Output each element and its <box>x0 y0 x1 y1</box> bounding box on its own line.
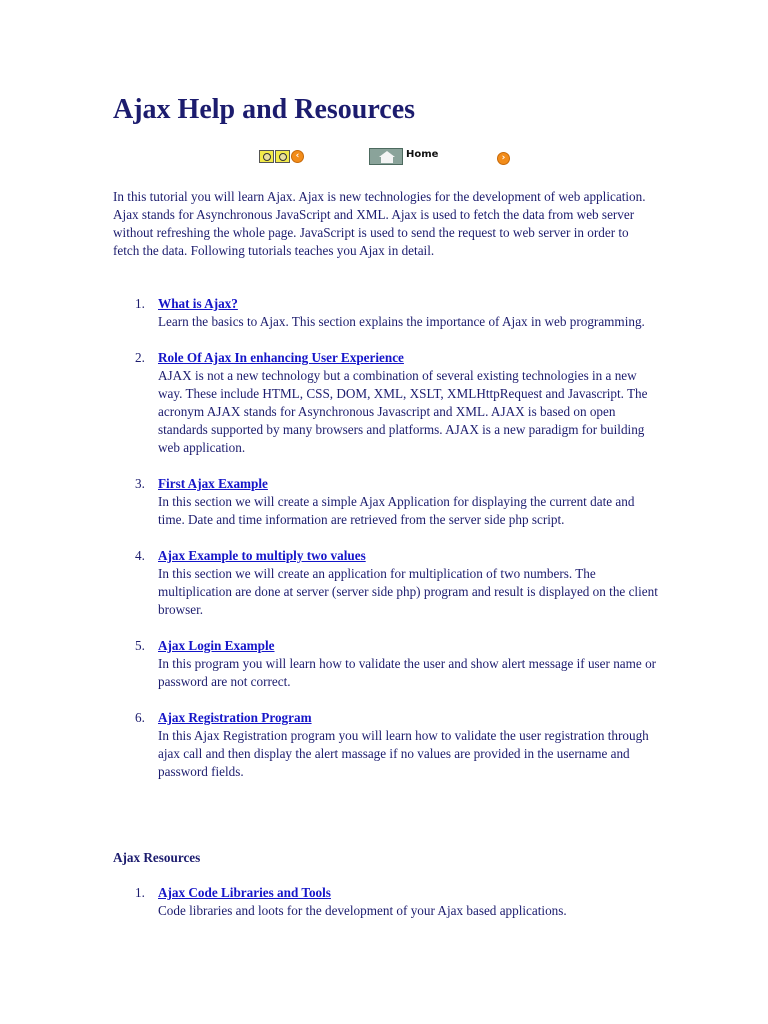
home-button[interactable] <box>369 148 438 165</box>
item-description: Code libraries and loots for the development of your Ajax based applications. <box>158 903 567 918</box>
tutorial-link-first-ajax-example[interactable]: First Ajax Example <box>158 476 268 491</box>
list-item <box>113 637 658 691</box>
list-item <box>113 295 658 331</box>
item-description: In this Ajax Registration program you will learn how to validate the user registration through ajax call and then display the alert massage if no values are provided in the username and password fields. <box>158 728 649 779</box>
item-number: 1. <box>135 296 145 311</box>
list-item <box>113 709 658 781</box>
home-icon <box>369 148 403 165</box>
item-number: 3. <box>135 476 145 491</box>
list-item <box>113 475 658 529</box>
book-icon <box>259 150 274 163</box>
item-number: 1. <box>135 885 145 900</box>
resources-heading: Ajax Resources <box>113 850 201 865</box>
home-label: Home <box>406 149 439 160</box>
item-number: 2. <box>135 350 145 365</box>
item-number: 4. <box>135 548 145 563</box>
tutorial-list <box>113 295 658 799</box>
tutorial-link-role-of-ajax[interactable]: Role Of Ajax In enhancing User Experience <box>158 350 404 365</box>
tutorial-link-what-is-ajax[interactable]: What is Ajax? <box>158 296 238 311</box>
next-button[interactable] <box>497 152 510 165</box>
tutorial-link-login-example[interactable]: Ajax Login Example <box>158 638 275 653</box>
item-number: 6. <box>135 710 145 725</box>
resource-link-code-libraries[interactable]: Ajax Code Libraries and Tools <box>158 885 331 900</box>
chevron-right-icon: › <box>497 152 510 165</box>
item-number: 5. <box>135 638 145 653</box>
list-item <box>113 884 658 920</box>
list-item <box>113 547 658 619</box>
navigation-bar <box>113 148 658 168</box>
page-title: Ajax Help and Resources <box>113 94 416 125</box>
item-description: In this program you will learn how to validate the user and show alert message if user name or password are not correct. <box>158 656 657 689</box>
previous-button[interactable] <box>259 150 304 163</box>
book-icon <box>275 150 290 163</box>
intro-paragraph: In this tutorial you will learn Ajax. Ajax is new technologies for the development of web application. Ajax stands for Asynchronous JavaScript and XML. Ajax is used to fetch the data from web server without refreshing the whole page. JavaScript is used to send the request to web server in order to fetch the data. Following tutorials teaches you Ajax in detail. <box>113 189 646 258</box>
list-item <box>113 349 658 457</box>
item-description: Learn the basics to Ajax. This section explains the importance of Ajax in web programming. <box>158 314 645 329</box>
chevron-left-icon: ‹ <box>291 150 304 163</box>
item-description: AJAX is not a new technology but a combination of several existing technologies in a new way. These include HTML, CSS, DOM, XML, XSLT, XMLHttpRequest and Javascript. The acronym AJAX stands for Asynchronous Javascript and XML. AJAX is based on open standards supported by many browsers and platforms. AJAX is a new paradigm for building web application. <box>158 368 648 455</box>
resources-list <box>113 884 658 938</box>
tutorial-link-multiply-example[interactable]: Ajax Example to multiply two values <box>158 548 366 563</box>
item-description: In this section we will create a simple Ajax Application for displaying the current date and time. Date and time information are retrieved from the server side php script. <box>158 494 635 527</box>
item-description: In this section we will create an application for multiplication of two numbers. The multiplication are done at server (server side php) program and result is displayed on the client browser. <box>158 566 658 617</box>
tutorial-link-registration-program[interactable]: Ajax Registration Program <box>158 710 312 725</box>
